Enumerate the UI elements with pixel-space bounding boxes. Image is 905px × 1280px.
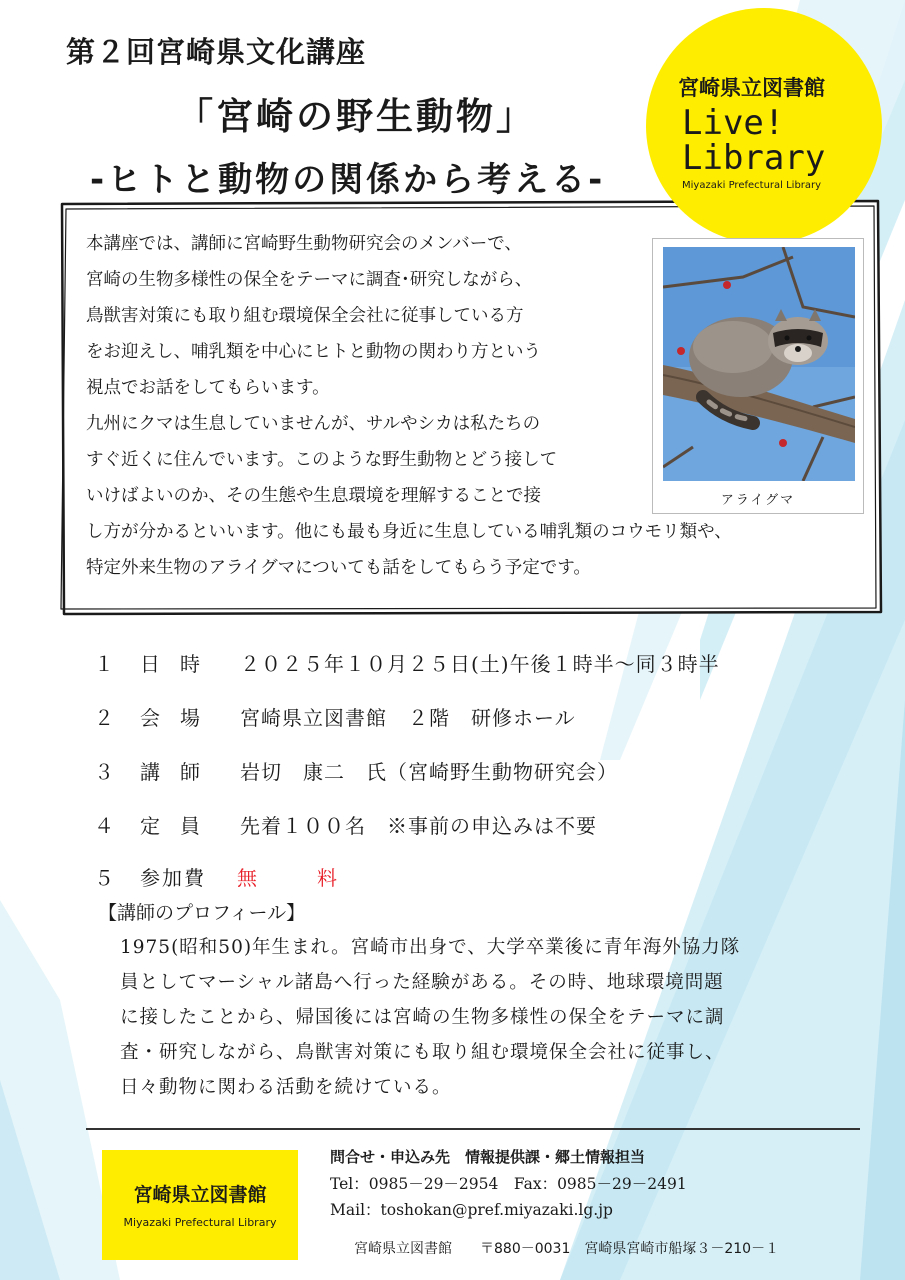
detail-number: ３ xyxy=(94,760,114,784)
profile-line: 査・研究しながら、鳥獣害対策にも取り組む環境保全会社に従事し、 xyxy=(120,1042,725,1063)
profile-text xyxy=(120,930,840,1105)
profile-line: に接したことから、帰国後には宮崎の生物多様性の保全をテーマに調 xyxy=(120,1007,725,1028)
contact-heading: 問合せ・申込み先 情報提供課・郷土情報担当 xyxy=(330,1148,646,1166)
profile-heading: 【講師のプロフィール】 xyxy=(98,902,306,924)
main-title: 「宮崎の野生動物」 xyxy=(176,95,536,138)
intro-line: をお迎えし、哺乳類を中心にヒトと動物の関わり方という xyxy=(86,342,541,362)
badge-library-name: 宮崎県立図書館 xyxy=(678,76,825,100)
contact-address: 宮崎県立図書館 〒880－0031 宮崎県宮崎市船塚３－210－１ xyxy=(354,1241,780,1257)
profile-line: 日々動物に関わる活動を続けている。 xyxy=(120,1077,452,1098)
live-library-badge xyxy=(646,8,882,244)
intro-line: 視点でお話をしてもらいます。 xyxy=(86,378,330,398)
footer-divider xyxy=(86,1128,860,1130)
footer-logo-name: 宮崎県立図書館 xyxy=(133,1184,267,1206)
detail-label: 定員 xyxy=(140,814,220,838)
detail-value: ２０２５年１０月２５日(土)午後１時半～同３時半 xyxy=(240,652,720,676)
fee-free-value: 無 料 xyxy=(237,866,357,890)
detail-label: 参加費 xyxy=(140,866,206,890)
footer-library-logo xyxy=(102,1150,298,1260)
contact-mail[interactable]: Mail：toshokan@pref.miyazaki.lg.jp xyxy=(330,1201,613,1219)
detail-number: ２ xyxy=(94,706,114,730)
raccoon-image xyxy=(663,247,855,481)
badge-english-name: Miyazaki Prefectural Library xyxy=(682,180,822,191)
detail-number: ５ xyxy=(94,866,114,890)
detail-label: 講師 xyxy=(140,760,220,784)
photo-caption: アライグマ xyxy=(720,493,796,508)
raccoon-photo xyxy=(652,238,864,514)
intro-line: 本講座では、講師に宮崎野生動物研究会のメンバーで、 xyxy=(86,234,522,254)
detail-label: 日時 xyxy=(140,652,220,676)
intro-line: 九州にクマは生息していませんが、サルやシカは私たちの xyxy=(86,414,541,434)
footer-logo-english: Miyazaki Prefectural Library xyxy=(123,1216,277,1229)
detail-label: 会場 xyxy=(140,706,220,730)
intro-line: 宮崎の生物多様性の保全をテーマに調査･研究しながら、 xyxy=(86,270,533,290)
profile-line: 1975(昭和50)年生まれ。宮崎市出身で、大学卒業後に青年海外協力隊 xyxy=(120,937,741,958)
detail-value: 先着１００名 ※事前の申込みは不要 xyxy=(240,814,597,838)
profile-line: 員としてマーシャル諸島へ行った経験がある。その時、地球環境問題 xyxy=(120,972,724,993)
detail-number: ４ xyxy=(94,814,114,838)
subtitle: -ヒトと動物の関係から考える- xyxy=(90,160,606,200)
intro-line: し方が分かるといいます。他にも最も身近に生息している哺乳類のコウモリ類や、 xyxy=(86,522,732,542)
intro-line: いけばよいのか、その生態や生息環境を理解することで接 xyxy=(86,486,541,506)
detail-value: 岩切 康二 氏（宮崎野生動物研究会） xyxy=(240,760,618,784)
badge-live-text: Live! xyxy=(682,103,785,143)
intro-line: 特定外来生物のアライグマについても話をしてもらう予定です。 xyxy=(86,558,591,578)
series-title: 第２回宮崎県文化講座 xyxy=(66,35,367,69)
badge-library-text: Library xyxy=(682,138,826,178)
contact-tel-fax: Tel：0985－29－2954 Fax：0985－29－2491 xyxy=(330,1175,687,1193)
intro-line: すぐ近くに住んでいます。このような野生動物とどう接して xyxy=(86,450,558,470)
detail-number: １ xyxy=(94,652,114,676)
intro-line: 鳥獣害対策にも取り組む環境保全会社に従事している方 xyxy=(86,306,524,326)
detail-value: 宮崎県立図書館 ２階 研修ホール xyxy=(240,706,576,730)
